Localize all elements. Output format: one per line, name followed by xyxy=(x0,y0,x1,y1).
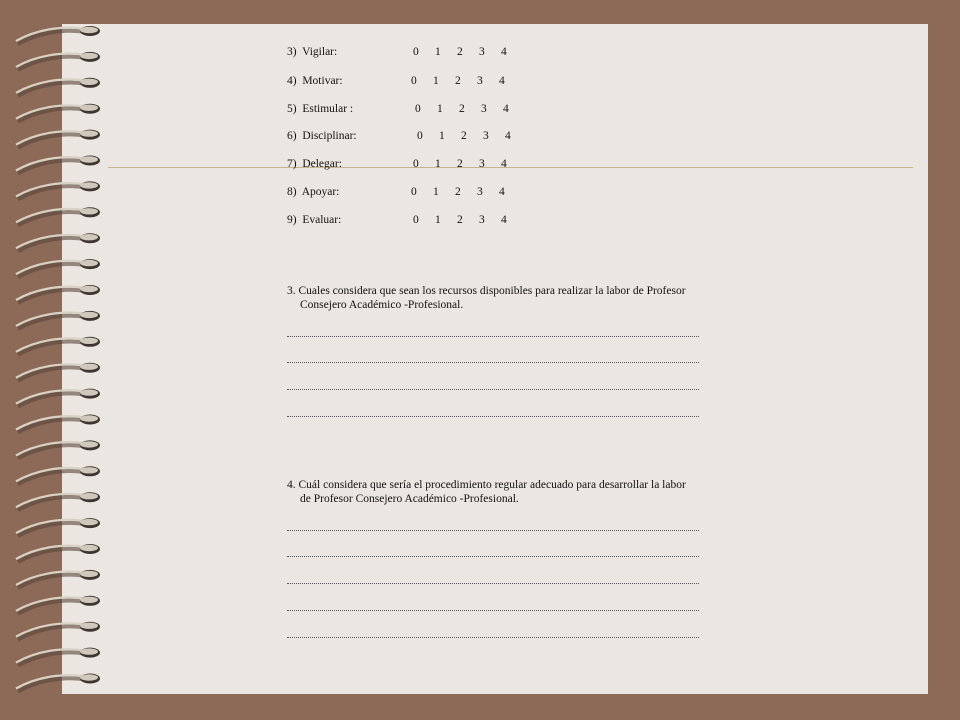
spiral-coil xyxy=(16,233,100,251)
rating-scale xyxy=(417,130,527,142)
question-3-line-1: 3. Cuales considera que sean los recursos disponibles para realizar la labor de Profesor xyxy=(287,285,686,297)
question-3-line-2: Consejero Académico -Profesional. xyxy=(300,299,464,311)
scale-value[interactable]: 4 xyxy=(499,75,505,87)
scale-value[interactable]: 3 xyxy=(479,214,485,226)
rating-label: 4) Motivar: xyxy=(287,75,343,87)
scale-value[interactable]: 0 xyxy=(417,130,423,142)
spiral-coil xyxy=(16,181,100,199)
question-3 xyxy=(287,284,686,312)
scale-value[interactable]: 2 xyxy=(457,158,463,170)
spiral-coil xyxy=(16,466,100,484)
scale-value[interactable]: 0 xyxy=(413,158,419,170)
spiral-coil xyxy=(16,570,100,588)
rating-label: 8) Apoyar: xyxy=(287,186,340,198)
spiral-coil xyxy=(16,259,100,277)
scale-value[interactable]: 2 xyxy=(459,103,465,115)
spiral-coil xyxy=(16,311,100,329)
scale-value[interactable]: 0 xyxy=(411,186,417,198)
spiral-coil xyxy=(16,544,100,562)
spiral-coil xyxy=(16,363,100,381)
answer-line[interactable] xyxy=(287,556,699,558)
answer-line[interactable] xyxy=(287,637,699,639)
answer-line[interactable] xyxy=(287,416,699,418)
answer-line[interactable] xyxy=(287,389,699,391)
spiral-coil xyxy=(16,285,100,303)
spiral-coil xyxy=(16,78,100,96)
answer-line[interactable] xyxy=(287,336,699,338)
answer-line[interactable] xyxy=(287,610,699,612)
scale-value[interactable]: 3 xyxy=(483,130,489,142)
scale-value[interactable]: 1 xyxy=(433,186,439,198)
rating-label: 9) Evaluar: xyxy=(287,214,342,226)
scale-value[interactable]: 3 xyxy=(477,75,483,87)
answer-line[interactable] xyxy=(287,530,699,532)
scale-value[interactable]: 3 xyxy=(479,158,485,170)
scale-value[interactable]: 1 xyxy=(433,75,439,87)
scale-value[interactable]: 0 xyxy=(415,103,421,115)
scale-value[interactable]: 1 xyxy=(435,158,441,170)
rating-scale xyxy=(411,75,521,87)
spiral-coil xyxy=(16,622,100,640)
scale-value[interactable]: 1 xyxy=(437,103,443,115)
scale-value[interactable]: 2 xyxy=(457,214,463,226)
question-4 xyxy=(287,478,686,506)
rating-label: 7) Delegar: xyxy=(287,158,342,170)
rating-label: 3) Vigilar: xyxy=(287,46,338,58)
spiral-coil xyxy=(16,52,100,70)
spiral-coil xyxy=(16,440,100,458)
spiral-coil xyxy=(16,389,100,407)
scale-value[interactable]: 1 xyxy=(439,130,445,142)
rating-scale xyxy=(413,214,523,226)
spiral-coil xyxy=(16,596,100,614)
spiral-coil xyxy=(16,104,100,122)
spiral-coil xyxy=(16,26,100,44)
scale-value[interactable]: 4 xyxy=(501,214,507,226)
scale-value[interactable]: 2 xyxy=(455,186,461,198)
scale-value[interactable]: 4 xyxy=(501,46,507,58)
scale-value[interactable]: 0 xyxy=(411,75,417,87)
scale-value[interactable]: 0 xyxy=(413,214,419,226)
notebook-page xyxy=(62,24,928,694)
spiral-coil xyxy=(16,518,100,536)
spiral-coil xyxy=(16,156,100,174)
scale-value[interactable]: 3 xyxy=(479,46,485,58)
question-4-line-2: de Profesor Consejero Académico -Profesional. xyxy=(300,493,519,505)
scale-value[interactable]: 0 xyxy=(413,46,419,58)
scale-value[interactable]: 3 xyxy=(477,186,483,198)
rating-scale xyxy=(415,103,525,115)
scale-value[interactable]: 2 xyxy=(461,130,467,142)
spiral-coil xyxy=(16,415,100,433)
scale-value[interactable]: 4 xyxy=(505,130,511,142)
scale-value[interactable]: 2 xyxy=(455,75,461,87)
spiral-coil xyxy=(16,648,100,666)
answer-line[interactable] xyxy=(287,362,699,364)
scale-value[interactable]: 1 xyxy=(435,46,441,58)
rating-scale xyxy=(411,186,521,198)
scale-value[interactable]: 4 xyxy=(501,158,507,170)
rating-label: 6) Disciplinar: xyxy=(287,130,357,142)
spiral-coil xyxy=(16,207,100,225)
scale-value[interactable]: 3 xyxy=(481,103,487,115)
spiral-coil xyxy=(16,674,100,692)
scale-value[interactable]: 2 xyxy=(457,46,463,58)
spiral-coil xyxy=(16,337,100,355)
rating-scale xyxy=(413,46,523,58)
answer-line[interactable] xyxy=(287,583,699,585)
rating-label: 5) Estimular : xyxy=(287,103,354,115)
scale-value[interactable]: 4 xyxy=(503,103,509,115)
spiral-binding xyxy=(0,0,125,720)
scale-value[interactable]: 1 xyxy=(435,214,441,226)
question-4-line-1: 4. Cuál considera que sería el procedimiento regular adecuado para desarrollar la labor xyxy=(287,479,686,491)
rating-scale xyxy=(413,158,523,170)
scale-value[interactable]: 4 xyxy=(499,186,505,198)
spiral-coil xyxy=(16,130,100,148)
spiral-coil xyxy=(16,492,100,510)
